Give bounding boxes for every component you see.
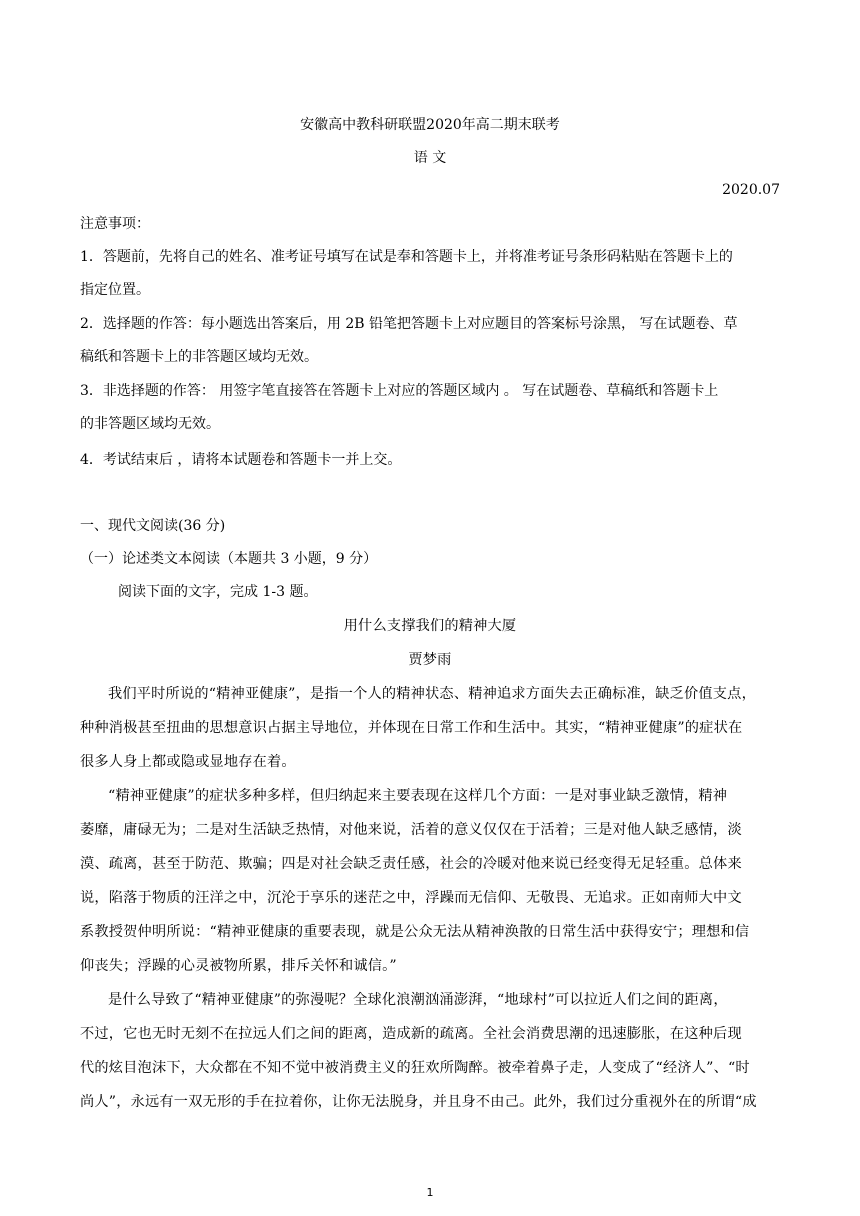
subject-title: 语 文	[413, 150, 447, 166]
essay-line: 系教授贺仲明所说：“精神亚健康的重要表现，就是公众无法从精神涣散的日常生活中获得安宁；理想和信	[80, 924, 750, 940]
essay-line: 很多人身上都或隐或显地存在着。	[80, 754, 296, 770]
exam-date: 2020.07	[722, 182, 780, 198]
essay-line: 代的炫目泡沫下，大众都在不知不觉中被消费主义的狂欢所陶醉。被牵着鼻子走，人变成了“经济人”、“时	[80, 1060, 750, 1076]
essay-title: 用什么支撑我们的精神大厦	[343, 618, 517, 634]
notice-line: 2．选择题的作答：每小题选出答案后，用 2B 铅笔把答题卡上对应题目的答案标号涂黑， 写在试题卷、草	[80, 316, 738, 332]
notice-line: 指定位置。	[80, 282, 150, 298]
essay-line: 漠、疏离，甚至于防范、欺骗；四是对社会缺乏责任感，社会的冷暖对他来说已经变得无足轻重。总体来	[80, 856, 742, 872]
essay-line: 不过，它也无时无刻不在拉远人们之间的距离，造成新的疏离。全社会消费思潮的迅速膨胀，在这种后现	[80, 1026, 742, 1042]
essay-line: 我们平时所说的“精神亚健康”，是指一个人的精神状态、精神追求方面失去正确标准，缺乏价值支点，	[108, 686, 756, 702]
section-subtitle: （一）论述类文本阅读（本题共 3 小题，9 分）	[80, 551, 378, 567]
essay-line: 说，陷落于物质的汪洋之中，沉沦于享乐的迷茫之中，浮躁而无信仰、无敬畏、无追求。正如南师大中文	[80, 890, 742, 906]
exam-title: 安徽高中教科研联盟2020年高二期末联考	[300, 117, 560, 133]
notice-line: 稿纸和答题卡上的非答题区域均无效。	[80, 349, 318, 365]
essay-line: 尚人”，永远有一双无形的手在拉着你，让你无法脱身，并且身不由己。此外，我们过分重视外在的所谓“成	[80, 1094, 757, 1110]
essay-line: “精神亚健康”的症状多种多样，但归纳起来主要表现在这样几个方面：一是对事业缺乏激情，精神	[108, 788, 728, 804]
notice-line: 4．考试结束后 ，请将本试题卷和答题卡一并上交。	[80, 452, 402, 468]
notice-heading: 注意事项：	[80, 216, 150, 232]
notice-line: 1．答题前，先将自己的姓名、准考证号填写在试是奉和答题卡上，并将准考证号条形码粘贴在答题卡上的	[80, 249, 733, 265]
essay-line: 种种消极甚至扭曲的思想意识占据主导地位，并体现在日常工作和生活中。其实，“精神亚健康”的症状在	[80, 720, 743, 736]
notice-line: 的非答题区域均无效。	[80, 416, 220, 432]
page-number: 1	[426, 1186, 434, 1199]
section-instruction: 阅读下面的文字，完成 1-3 题。	[118, 584, 318, 600]
essay-line: 是什么导致了“精神亚健康”的弥漫呢？全球化浪潮汹涌澎湃，“地球村”可以拉近人们之间的距离，	[108, 992, 728, 1008]
section-title: 一、现代文阅读(36 分)	[80, 518, 226, 534]
essay-author: 贾梦雨	[408, 652, 452, 668]
notice-line: 3．非选择题的作答： 用签字笔直接答在答题卡上对应的答题区域内 。 写在试题卷、草稿纸和答题卡上	[80, 383, 719, 399]
essay-line: 仰丧失；浮躁的心灵被物所累，排斥关怀和诚信。”	[80, 958, 397, 974]
essay-line: 萎靡，庸碌无为；二是对生活缺乏热情，对他来说，活着的意义仅仅在于活着；三是对他人缺乏感情，淡	[80, 822, 742, 838]
